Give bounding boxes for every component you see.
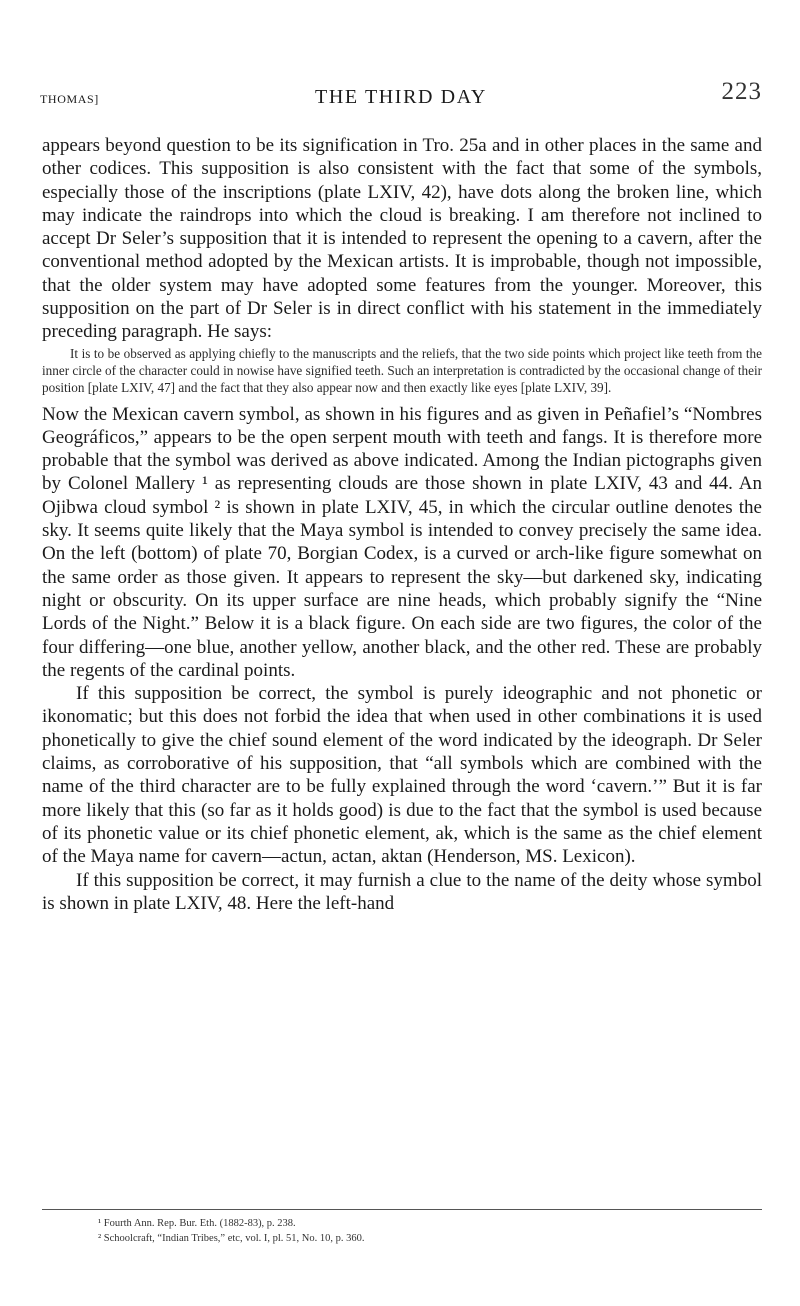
footnote-1: ¹ Fourth Ann. Rep. Bur. Eth. (1882-83), p. 238. <box>98 1218 296 1229</box>
paragraph-2: Now the Mexican cavern symbol, as shown in his figures and as given in Peñafiel’s “Nombres Geográficos,” appears to be the open serpent mouth with teeth and fangs. It is therefore more probable that the symbol was derived as above indicated. Among the Indian pictographs given by Colonel Mallery ¹ as representing clouds are those shown in plate LXIV, 43 and 44. An Ojibwa cloud symbol ² is shown in plate LXIV, 45, in which the circular outline denotes the sky. It seems quite likely that the Maya symbol is intended to convey precisely the same idea. On the left (bottom) of plate 70, Borgian Codex, is a curved or arch-like figure somewhat on the same order as those given. It appears to represent the sky—but darkened sky, indicating night or obscurity. On its upper surface are nine heads, which probably signify the “Nine Lords of the Night.” Below it is a black figure. On each side are two figures, the color of the four differing—one blue, another yellow, another black, and the other red. These are probably the regents of the cardinal points. <box>42 403 762 681</box>
running-head <box>40 74 762 108</box>
chapter-title: THE THIRD DAY <box>315 86 487 108</box>
author-running-head: THOMAS] <box>40 92 99 106</box>
footnote-2: ² Schoolcraft, “Indian Tribes,” etc, vol. I, pl. 51, No. 10, p. 360. <box>98 1233 365 1244</box>
page-number: 223 <box>721 78 762 105</box>
body-text <box>42 134 762 915</box>
paragraph-3: If this supposition be correct, the symbol is purely ideographic and not phonetic or ikonomatic; but this does not forbid the idea that when used in other combinations it is used phonetically to give the chief sound element of the word indicated by the ideograph. Dr Seler claims, as corroborative of his supposition, that “all symbols which are combined with the name of the third character are to be fully explained through the word ‘cavern.’” But it is far more likely that this (so far as it holds good) is due to the fact that the symbol is used because of its phonetic value or its chief phonetic element, ak, which is the same as the chief element of the Maya name for cavern—actun, actan, aktan (Henderson, MS. Lexicon). <box>42 683 762 868</box>
paragraph-1: appears beyond question to be its signification in Tro. 25a and in other places in the same and other codices. This supposition is also consistent with the fact that some of the symbols, especially those of the inscriptions (plate LXIV, 42), have dots along the broken line, which may indicate the raindrops into which the cloud is breaking. I am therefore not inclined to accept Dr Seler’s supposition that it is intended to represent the opening to a cavern, after the conventional method adopted by the Mexican artists. It is improbable, though not impossible, that the older system may have adopted some features from the younger. Moreover, this supposition on the part of Dr Seler is in direct conflict with his statement in the immediately preceding paragraph. He says: <box>42 135 762 343</box>
paragraph-4: If this supposition be correct, it may furnish a clue to the name of the deity whose symbol is shown in plate LXIV, 48. Here the left-hand <box>42 869 762 914</box>
footnotes <box>42 1209 762 1246</box>
block-quote: It is to be observed as applying chiefly to the manuscripts and the reliefs, that the two side points which project like teeth from the inner circle of the character could in nowise have signified teeth. Such an interpretation is contradicted by the occasional change of their position [plate LXIV, 47] and the fact that they also appear now and then exactly like eyes [plate LXIV, 39]. <box>42 345 762 396</box>
